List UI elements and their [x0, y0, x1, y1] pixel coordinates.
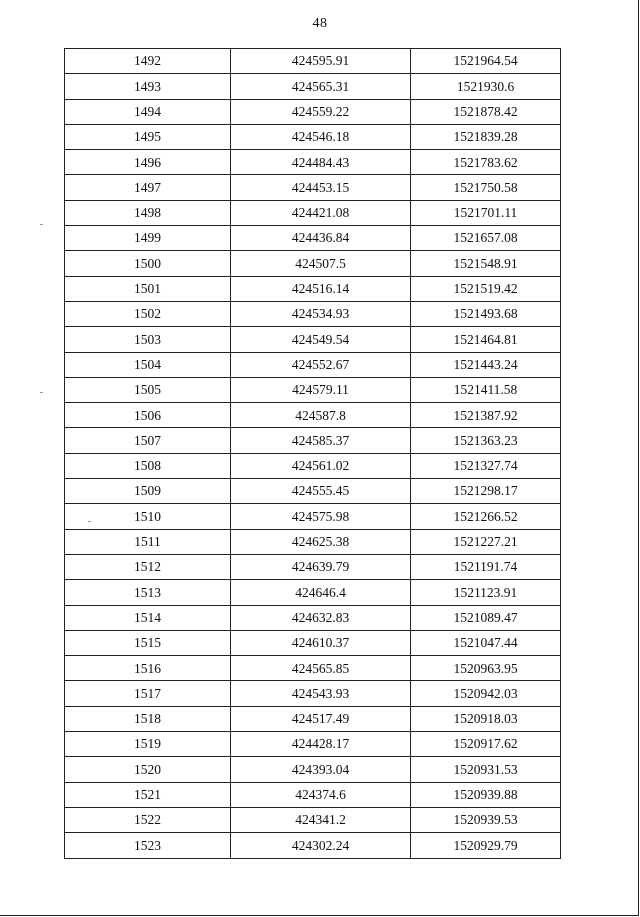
x-coordinate-cell: 424565.31 [231, 74, 411, 99]
y-coordinate-cell: 1521363.23 [411, 428, 561, 453]
x-coordinate-cell: 424393.04 [231, 757, 411, 782]
table-row [65, 403, 561, 428]
scan-mark [40, 224, 43, 225]
point-number-cell: 1522 [65, 807, 231, 832]
x-coordinate-cell: 424534.93 [231, 301, 411, 326]
point-number-cell: 1511 [65, 529, 231, 554]
table-row [65, 833, 561, 858]
point-number-cell: 1495 [65, 124, 231, 149]
x-coordinate-cell: 424639.79 [231, 554, 411, 579]
table-row [65, 656, 561, 681]
y-coordinate-cell: 1521964.54 [411, 49, 561, 74]
table-row [65, 630, 561, 655]
y-coordinate-cell: 1521298.17 [411, 479, 561, 504]
x-coordinate-cell: 424517.49 [231, 706, 411, 731]
y-coordinate-cell: 1521750.58 [411, 175, 561, 200]
point-number-cell: 1515 [65, 630, 231, 655]
point-number-cell: 1521 [65, 782, 231, 807]
y-coordinate-cell: 1521701.11 [411, 200, 561, 225]
x-coordinate-cell: 424555.45 [231, 479, 411, 504]
table-row [65, 175, 561, 200]
x-coordinate-cell: 424546.18 [231, 124, 411, 149]
point-number-cell: 1519 [65, 732, 231, 757]
point-number-cell: 1493 [65, 74, 231, 99]
x-coordinate-cell: 424595.91 [231, 49, 411, 74]
y-coordinate-cell: 1521783.62 [411, 150, 561, 175]
table-row [65, 428, 561, 453]
point-number-cell: 1518 [65, 706, 231, 731]
point-number-cell: 1514 [65, 605, 231, 630]
x-coordinate-cell: 424587.8 [231, 403, 411, 428]
y-coordinate-cell: 1521123.91 [411, 580, 561, 605]
table-row [65, 276, 561, 301]
x-coordinate-cell: 424632.83 [231, 605, 411, 630]
table-row [65, 479, 561, 504]
table-row [65, 251, 561, 276]
table-row [65, 301, 561, 326]
page-number: 48 [312, 16, 328, 31]
point-number-cell: 1508 [65, 453, 231, 478]
point-number-cell: 1501 [65, 276, 231, 301]
y-coordinate-cell: 1521047.44 [411, 630, 561, 655]
y-coordinate-cell: 1520939.53 [411, 807, 561, 832]
table-row [65, 327, 561, 352]
point-number-cell: 1516 [65, 656, 231, 681]
table-row [65, 200, 561, 225]
table-row [65, 529, 561, 554]
x-coordinate-cell: 424484.43 [231, 150, 411, 175]
point-number-cell: 1509 [65, 479, 231, 504]
point-number-cell: 1504 [65, 352, 231, 377]
point-number-cell: 1505 [65, 377, 231, 402]
y-coordinate-cell: 1521878.42 [411, 99, 561, 124]
x-coordinate-cell: 424421.08 [231, 200, 411, 225]
y-coordinate-cell: 1521548.91 [411, 251, 561, 276]
y-coordinate-cell: 1520939.88 [411, 782, 561, 807]
x-coordinate-cell: 424436.84 [231, 226, 411, 251]
x-coordinate-cell: 424565.85 [231, 656, 411, 681]
point-number-cell: 1496 [65, 150, 231, 175]
point-number-cell: 1503 [65, 327, 231, 352]
x-coordinate-cell: 424625.38 [231, 529, 411, 554]
x-coordinate-cell: 424302.24 [231, 833, 411, 858]
point-number-cell: 1500 [65, 251, 231, 276]
y-coordinate-cell: 1520963.95 [411, 656, 561, 681]
point-number-cell: 1520 [65, 757, 231, 782]
x-coordinate-cell: 424453.15 [231, 175, 411, 200]
scan-mark [40, 392, 43, 393]
point-number-cell: 1523 [65, 833, 231, 858]
point-number-cell: 1512 [65, 554, 231, 579]
x-coordinate-cell: 424516.14 [231, 276, 411, 301]
point-number-cell: 1506 [65, 403, 231, 428]
x-coordinate-cell: 424507.5 [231, 251, 411, 276]
point-number-cell: 1497 [65, 175, 231, 200]
table-row [65, 504, 561, 529]
x-coordinate-cell: 424585.37 [231, 428, 411, 453]
y-coordinate-cell: 1521493.68 [411, 301, 561, 326]
point-number-cell: 1517 [65, 681, 231, 706]
table-row [65, 732, 561, 757]
x-coordinate-cell: 424549.54 [231, 327, 411, 352]
table-row [65, 49, 561, 74]
table-row [65, 782, 561, 807]
table-row [65, 124, 561, 149]
point-number-cell: 1498 [65, 200, 231, 225]
y-coordinate-cell: 1520942.03 [411, 681, 561, 706]
table-row [65, 757, 561, 782]
y-coordinate-cell: 1521387.92 [411, 403, 561, 428]
table-row [65, 605, 561, 630]
x-coordinate-cell: 424575.98 [231, 504, 411, 529]
table-row [65, 681, 561, 706]
y-coordinate-cell: 1521519.42 [411, 276, 561, 301]
y-coordinate-cell: 1520918.03 [411, 706, 561, 731]
point-number-cell: 1507 [65, 428, 231, 453]
table-row [65, 706, 561, 731]
x-coordinate-cell: 424552.67 [231, 352, 411, 377]
point-number-cell: 1492 [65, 49, 231, 74]
table-row [65, 150, 561, 175]
table-row [65, 580, 561, 605]
y-coordinate-cell: 1521327.74 [411, 453, 561, 478]
point-number-cell: 1510 [65, 504, 231, 529]
x-coordinate-cell: 424561.02 [231, 453, 411, 478]
y-coordinate-cell: 1520929.79 [411, 833, 561, 858]
y-coordinate-cell: 1521089.47 [411, 605, 561, 630]
x-coordinate-cell: 424543.93 [231, 681, 411, 706]
table-row [65, 99, 561, 124]
table-row [65, 554, 561, 579]
coordinate-table-body [65, 49, 561, 859]
x-coordinate-cell: 424610.37 [231, 630, 411, 655]
y-coordinate-cell: 1521227.21 [411, 529, 561, 554]
x-coordinate-cell: 424341.2 [231, 807, 411, 832]
point-number-cell: 1502 [65, 301, 231, 326]
y-coordinate-cell: 1521464.81 [411, 327, 561, 352]
table-row [65, 453, 561, 478]
point-number-cell: 1494 [65, 99, 231, 124]
y-coordinate-cell: 1521411.58 [411, 377, 561, 402]
y-coordinate-cell: 1521191.74 [411, 554, 561, 579]
x-coordinate-cell: 424559.22 [231, 99, 411, 124]
table-row [65, 352, 561, 377]
y-coordinate-cell: 1521930.6 [411, 74, 561, 99]
point-number-cell: 1499 [65, 226, 231, 251]
table-row [65, 226, 561, 251]
x-coordinate-cell: 424646.4 [231, 580, 411, 605]
y-coordinate-cell: 1521266.52 [411, 504, 561, 529]
table-row [65, 377, 561, 402]
table-row [65, 807, 561, 832]
x-coordinate-cell: 424428.17 [231, 732, 411, 757]
x-coordinate-cell: 424374.6 [231, 782, 411, 807]
y-coordinate-cell: 1520931.53 [411, 757, 561, 782]
point-number-cell: 1513 [65, 580, 231, 605]
table-row [65, 74, 561, 99]
coordinate-table [64, 48, 561, 859]
y-coordinate-cell: 1521443.24 [411, 352, 561, 377]
y-coordinate-cell: 1521839.28 [411, 124, 561, 149]
x-coordinate-cell: 424579.11 [231, 377, 411, 402]
y-coordinate-cell: 1520917.62 [411, 732, 561, 757]
y-coordinate-cell: 1521657.08 [411, 226, 561, 251]
